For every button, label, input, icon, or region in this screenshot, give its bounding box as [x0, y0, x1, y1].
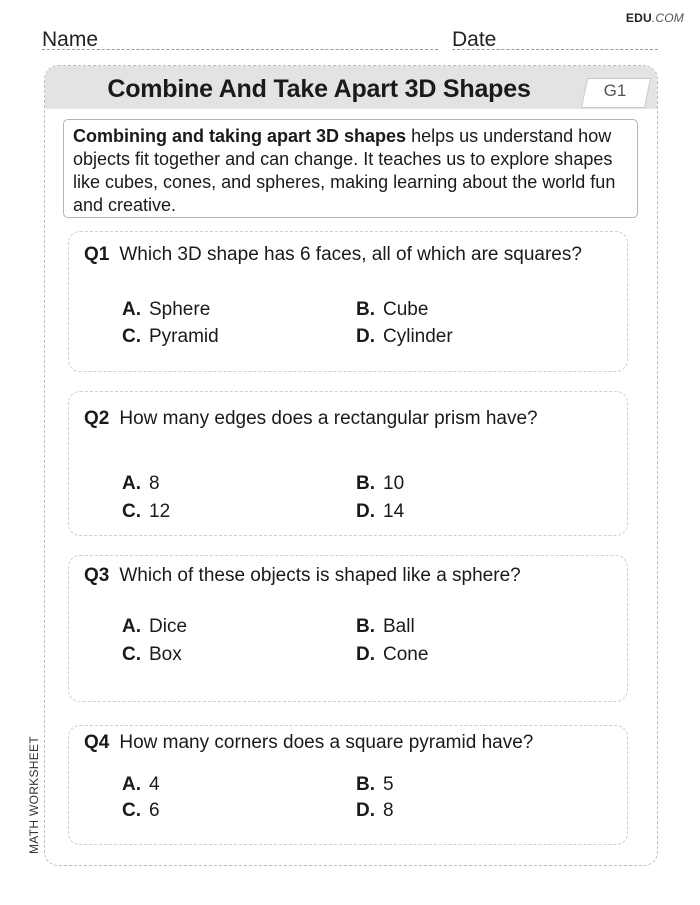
- option-letter: B.: [356, 616, 375, 637]
- option-text: Dice: [149, 616, 188, 637]
- brand-logo: [626, 11, 684, 25]
- brand-bold: EDU: [625, 11, 652, 25]
- q3-option-c[interactable]: [122, 644, 182, 666]
- option-text: Cube: [383, 299, 429, 320]
- option-letter: A.: [122, 473, 141, 494]
- option-letter: C.: [122, 644, 141, 665]
- question-number: Q4: [84, 732, 110, 753]
- option-text: 4: [149, 774, 160, 795]
- q3-option-a[interactable]: [122, 616, 187, 638]
- option-letter: A.: [122, 616, 141, 637]
- option-text: 12: [149, 501, 171, 522]
- q3-option-d[interactable]: [356, 644, 428, 666]
- option-letter: A.: [122, 774, 141, 795]
- option-text: 5: [383, 774, 394, 795]
- question-text: Which 3D shape has 6 faces, all of which are squares?: [119, 244, 582, 265]
- q1-option-c[interactable]: [122, 326, 219, 348]
- option-text: 8: [383, 800, 394, 821]
- name-label: Name: [42, 28, 99, 51]
- question-3: [84, 565, 521, 587]
- option-text: 8: [149, 473, 160, 494]
- worksheet-title: Combine And Take Apart 3D Shapes: [107, 75, 531, 103]
- question-text: Which of these objects is shaped like a sphere?: [119, 565, 521, 586]
- question-number: Q3: [84, 565, 110, 586]
- question-2: [84, 408, 538, 430]
- option-letter: D.: [356, 800, 375, 821]
- option-text: Sphere: [149, 299, 211, 320]
- option-letter: D.: [356, 501, 375, 522]
- side-label: MATH WORKSHEET: [27, 736, 41, 854]
- q1-option-b[interactable]: [356, 299, 428, 321]
- q2-option-b[interactable]: [356, 473, 404, 495]
- question-1: [84, 244, 582, 266]
- option-text: Box: [149, 644, 182, 665]
- q4-option-b[interactable]: [356, 774, 394, 796]
- q4-option-d[interactable]: [356, 800, 394, 822]
- option-letter: B.: [356, 473, 375, 494]
- q2-option-c[interactable]: [122, 501, 170, 523]
- question-number: Q1: [84, 244, 110, 265]
- option-text: 14: [383, 501, 405, 522]
- grade-label: G1: [603, 81, 627, 100]
- q1-option-d[interactable]: [356, 326, 453, 348]
- date-label: Date: [452, 28, 497, 51]
- option-text: Cone: [383, 644, 429, 665]
- option-letter: C.: [122, 326, 141, 347]
- intro-bold-text: Combining and taking apart 3D shapes: [73, 126, 407, 146]
- option-letter: C.: [122, 800, 141, 821]
- option-text: Ball: [383, 616, 415, 637]
- option-letter: A.: [122, 299, 141, 320]
- date-field[interactable]: [452, 49, 658, 50]
- option-letter: D.: [356, 326, 375, 347]
- q4-option-c[interactable]: [122, 800, 160, 822]
- q4-option-a[interactable]: [122, 774, 160, 796]
- q2-option-d[interactable]: [356, 501, 404, 523]
- q1-option-a[interactable]: [122, 299, 210, 321]
- option-text: Cylinder: [383, 326, 453, 347]
- question-number: Q2: [84, 408, 110, 429]
- q2-option-a[interactable]: [122, 473, 160, 495]
- q3-option-b[interactable]: [356, 616, 415, 638]
- option-text: 10: [383, 473, 405, 494]
- option-letter: B.: [356, 299, 375, 320]
- brand-suffix: .COM: [651, 11, 684, 25]
- option-letter: C.: [122, 501, 141, 522]
- option-text: 6: [149, 800, 160, 821]
- intro-text: helps us understand how objects fit together and can change. It teaches us to explore shapes like cubes, cones, and spheres, making learning about the world fun and creative.: [73, 126, 616, 215]
- intro-box: [63, 119, 638, 218]
- option-letter: D.: [356, 644, 375, 665]
- question-text: How many corners does a square pyramid have?: [119, 732, 534, 753]
- question-4: [84, 732, 533, 754]
- question-text: How many edges does a rectangular prism have?: [119, 408, 538, 429]
- name-field[interactable]: [42, 49, 438, 50]
- option-text: Pyramid: [149, 326, 219, 347]
- option-letter: B.: [356, 774, 375, 795]
